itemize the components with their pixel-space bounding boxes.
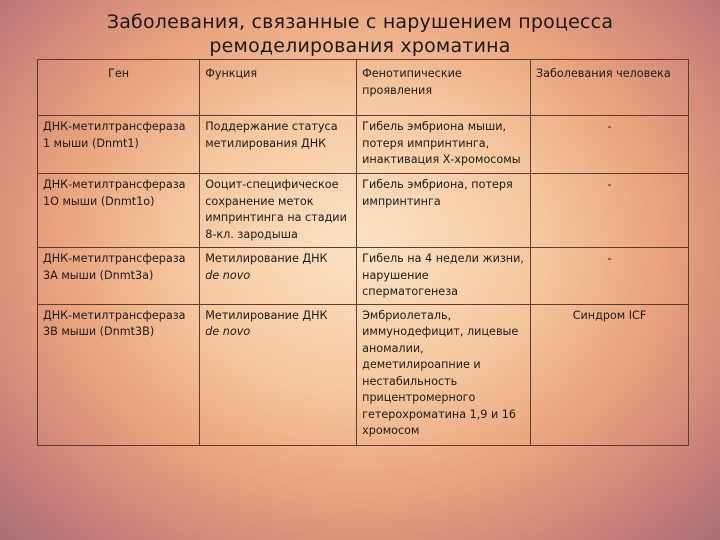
gene-cell: ДНК-метилтрансфераза 3B мыши (Dnmt3B)	[38, 304, 200, 446]
disease-cell: -	[531, 116, 689, 174]
function-cell	[200, 304, 357, 446]
function-cell: Поддержание статуса метилирования ДНК	[200, 116, 357, 174]
table-row	[38, 174, 689, 248]
function-italic-text: de novo	[205, 325, 251, 338]
phenotype-cell: Гибель на 4 недели жизни, нарушение сперматогенеза	[357, 248, 531, 305]
table-header-row	[38, 60, 689, 116]
slide-title	[0, 10, 720, 58]
slide-title-line-2: ремоделирования хроматина	[209, 35, 511, 57]
slide-title-line-1: Заболевания, связанные с нарушением процесса	[106, 11, 614, 33]
phenotype-cell: Эмбриолеталь, иммунодефицит, лицевые аномалии, деметилироапние и нестабильность прицентромерного гетерохроматина 1,9 и 16 хромосом	[357, 304, 531, 446]
table-row	[38, 304, 689, 446]
gene-cell: ДНК-метилтрансфераза 3А мыши (Dnmt3a)	[38, 248, 200, 305]
header-gene: Ген	[38, 60, 200, 116]
disease-cell: Синдром ICF	[531, 304, 689, 446]
table-row	[38, 248, 689, 305]
header-phenotype: Фенотипические проявления	[357, 60, 531, 116]
header-disease: Заболевания человека	[531, 60, 689, 116]
chromatin-diseases-table	[37, 59, 689, 446]
disease-cell: -	[531, 174, 689, 248]
table-row	[38, 116, 689, 174]
disease-cell: -	[531, 248, 689, 305]
phenotype-cell: Гибель эмбриона мыши, потеря импринтинга, инактивация Х-хромосомы	[357, 116, 531, 174]
function-cell	[200, 248, 357, 305]
function-cell: Ооцит-специфическое сохранение меток импринтинга на стадии 8-кл. зародыша	[200, 174, 357, 248]
function-text: Метилирование ДНК	[205, 308, 328, 322]
gene-cell: ДНК-метилтрансфераза 1 мыши (Dnmt1)	[38, 116, 200, 174]
function-text: Метилирование ДНК	[205, 252, 328, 265]
phenotype-cell: Гибель эмбриона, потеря импринтинга	[357, 174, 531, 248]
function-italic-text: de novo	[205, 268, 251, 282]
gene-cell: ДНК-метилтрансфераза 1О мыши (Dnmt1o)	[38, 174, 200, 248]
header-function: Функция	[200, 60, 357, 116]
